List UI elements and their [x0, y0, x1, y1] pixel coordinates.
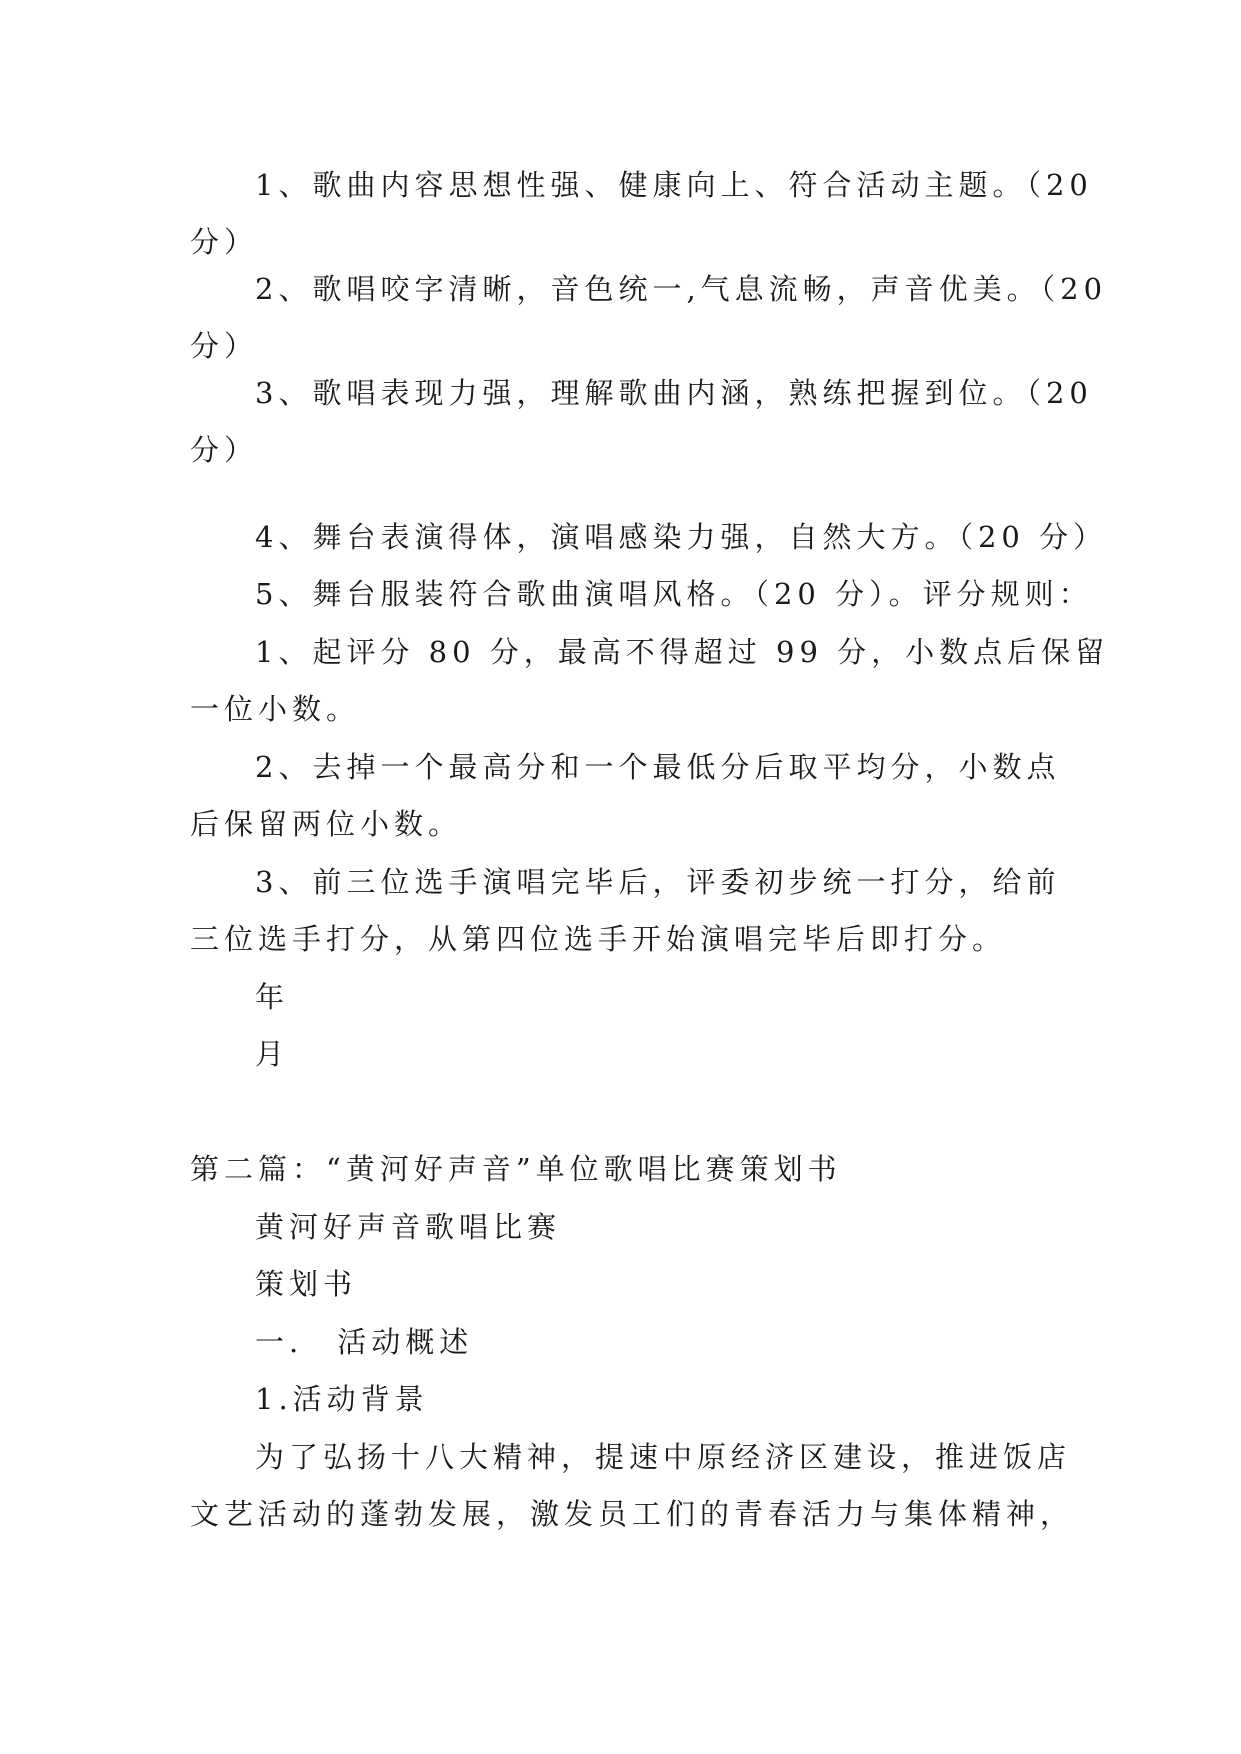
criterion-1-line-1: 1、歌曲内容思想性强、健康向上、符合活动主题。（20	[255, 168, 1093, 202]
rule-3-line-1: 3、前三位选手演唱完毕后，评委初步统一打分，给前	[255, 865, 1061, 899]
criterion-2-line-1: 2、歌唱咬字清晰，音色统一,气息流畅，声音优美。（20	[255, 272, 1108, 306]
rule-2-line-1: 2、去掉一个最高分和一个最低分后取平均分，小数点	[255, 750, 1061, 784]
overview-heading: 一. 活动概述	[255, 1325, 474, 1359]
criterion-5-line: 5、舞台服装符合歌曲演唱风格。（20 分）。评分规则：	[255, 577, 1093, 611]
background-paragraph-line-1: 为了弘扬十八大精神，提速中原经济区建设，推进饭店	[255, 1440, 1072, 1474]
event-title: 黄河好声音歌唱比赛	[255, 1210, 562, 1244]
section-heading: 第二篇：“黄河好声音”单位歌唱比赛策划书	[190, 1152, 842, 1186]
criterion-1-line-2: 分）	[190, 225, 259, 259]
criterion-3-line-1: 3、歌唱表现力强，理解歌曲内涵，熟练把握到位。（20	[255, 376, 1093, 410]
criterion-2-line-2: 分）	[190, 329, 259, 363]
rule-3-line-2: 三位选手打分，从第四位选手开始演唱完毕后即打分。	[190, 922, 1007, 956]
date-month: 月	[255, 1037, 290, 1071]
event-subtitle: 策划书	[255, 1267, 358, 1301]
background-heading: 1.活动背景	[255, 1382, 429, 1416]
criterion-3-line-2: 分）	[190, 433, 259, 467]
rule-1-line-2: 一位小数。	[190, 692, 361, 726]
rule-1-line-1: 1、起评分 80 分，最高不得超过 99 分，小数点后保留	[255, 635, 1110, 669]
rule-2-line-2: 后保留两位小数。	[190, 807, 463, 841]
background-paragraph-line-2: 文艺活动的蓬勃发展，激发员工们的青春活力与集体精神，	[190, 1497, 1075, 1531]
criterion-4-line: 4、舞台表演得体，演唱感染力强，自然大方。（20 分）	[255, 520, 1108, 554]
date-year: 年	[255, 980, 290, 1014]
